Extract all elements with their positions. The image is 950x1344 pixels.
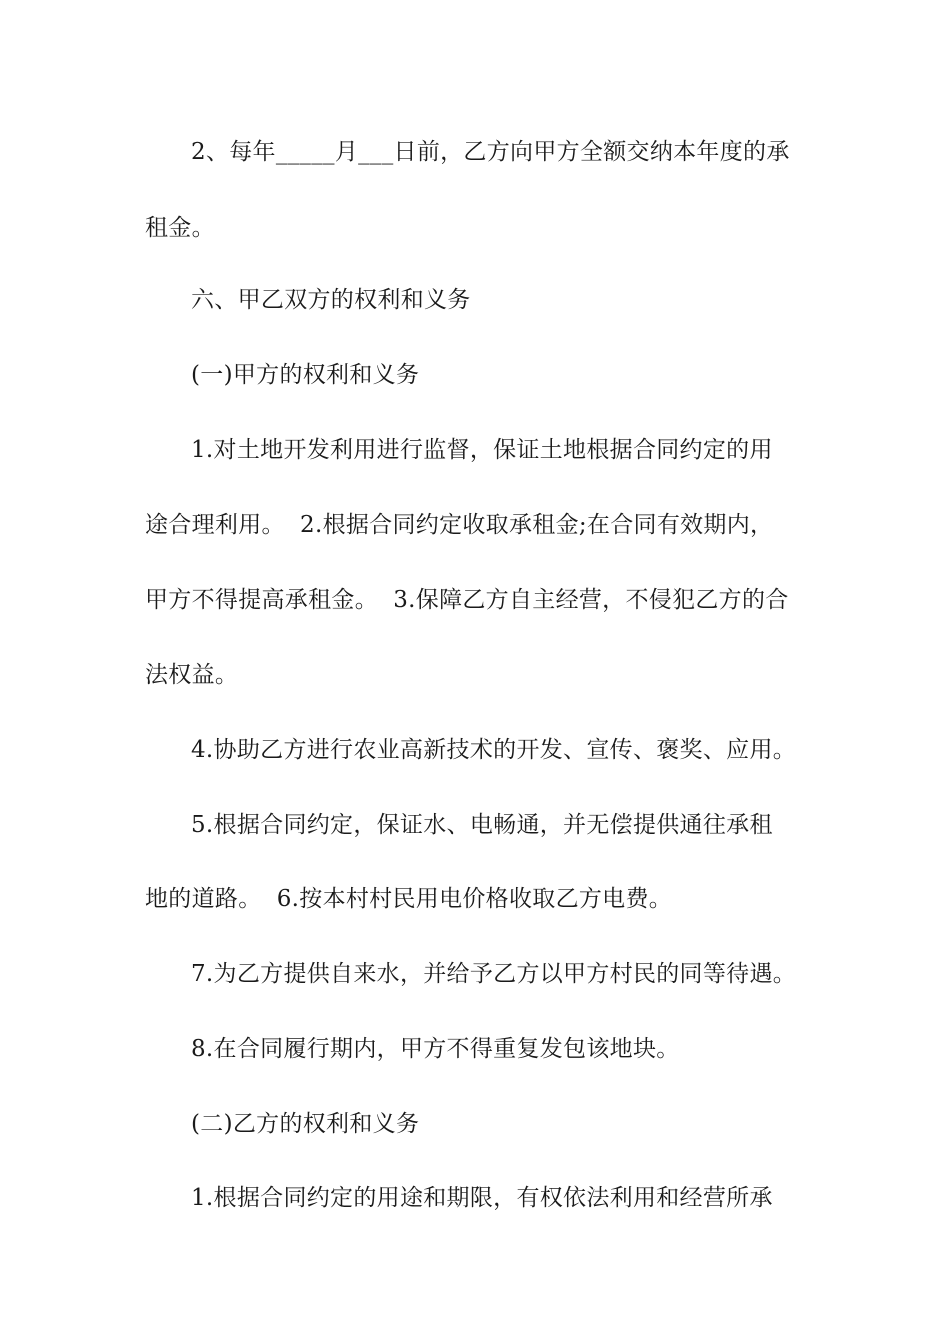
paragraph-line: 地的道路。 6.按本村村民用电价格收取乙方电费。 [145, 886, 673, 912]
section-heading: 六、甲乙双方的权利和义务 [191, 287, 471, 313]
paragraph-line: 甲方不得提高承租金。 3.保障乙方自主经营，不侵犯乙方的合 [145, 587, 789, 613]
paragraph-line: 1.根据合同约定的用途和期限，有权依法利用和经营所承 [191, 1185, 773, 1211]
paragraph-line: 4.协助乙方进行农业高新技术的开发、宣传、褒奖、应用。 [191, 737, 797, 763]
paragraph-line: 7.为乙方提供自来水，并给予乙方以甲方村民的同等待遇。 [191, 961, 797, 987]
paragraph-line: 法权益。 [145, 662, 239, 688]
paragraph-line: 途合理利用。 2.根据合同约定收取承租金;在合同有效期内， [145, 512, 774, 538]
paragraph-line: 租金。 [145, 215, 215, 241]
paragraph-line: 1.对土地开发利用进行监督，保证土地根据合同约定的用 [191, 437, 773, 463]
subsection-heading: (二)乙方的权利和义务 [191, 1111, 420, 1137]
paragraph-line: 2、每年_____月___日前，乙方向甲方全额交纳本年度的承 [191, 139, 790, 165]
subsection-heading: (一)甲方的权利和义务 [191, 362, 420, 388]
paragraph-line: 8.在合同履行期内，甲方不得重复发包该地块。 [191, 1036, 680, 1062]
paragraph-line: 5.根据合同约定，保证水、电畅通，并无偿提供通往承租 [191, 812, 773, 838]
